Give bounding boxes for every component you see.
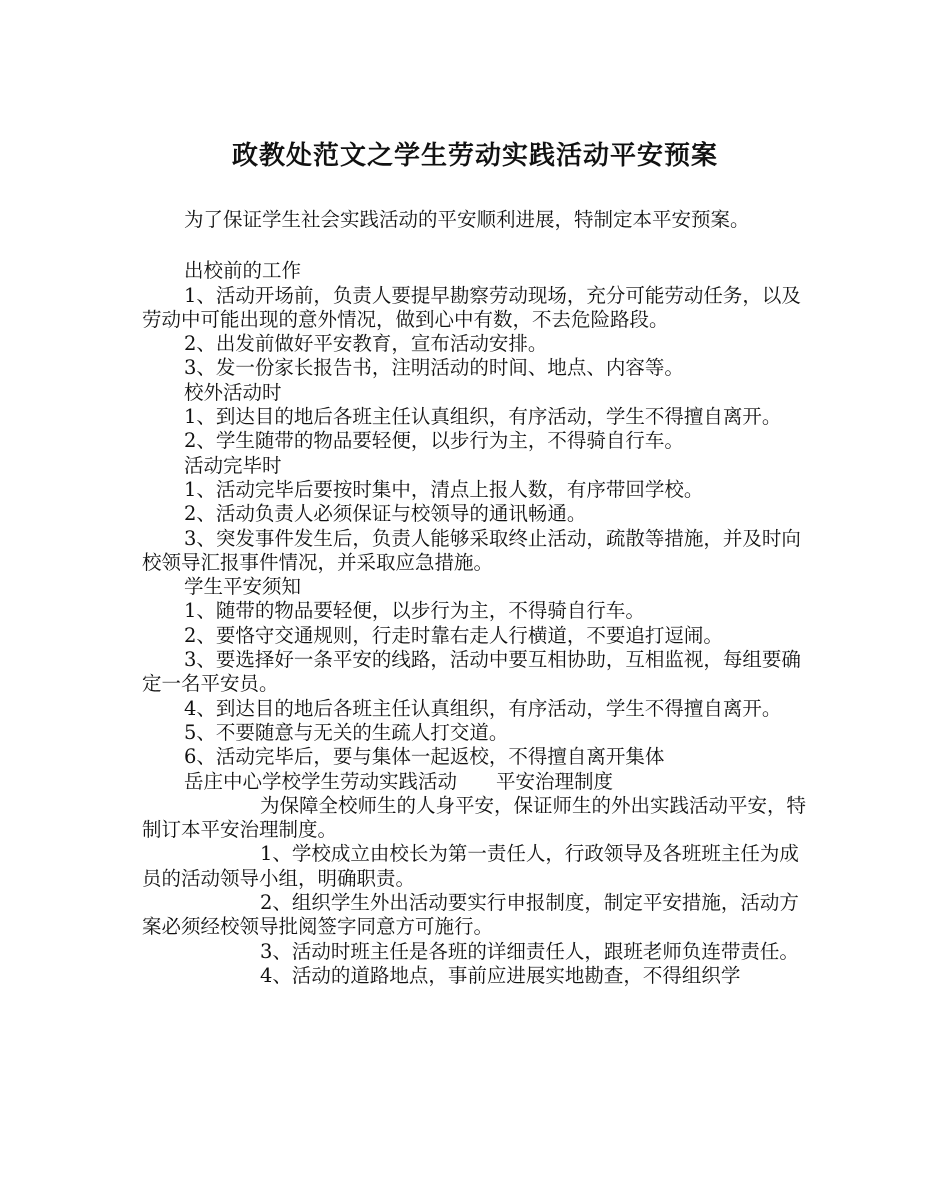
paragraph: 2、出发前做好平安教育，宣布活动安排。: [184, 332, 548, 356]
paragraph: 2、活动负责人必须保证与校领导的通讯畅通。: [184, 502, 587, 526]
section-heading: 岳庄中心学校学生劳动实践活动 平安治理制度: [184, 769, 614, 793]
section-heading: 校外活动时: [184, 380, 282, 404]
paragraph: 6、活动完毕后，要与集体一起返校，不得擅自离开集体: [184, 745, 665, 769]
section-heading: 学生平安须知: [184, 575, 302, 599]
paragraph: 为保障全校师生的人身平安，保证师生的外出实践活动平安，特制订本平安治理制度。: [142, 793, 807, 842]
section-heading: 出校前的工作: [184, 259, 302, 283]
paragraph: 3、发一份家长报告书，注明活动的时间、地点、内容等。: [184, 356, 684, 380]
paragraph: 1、活动完毕后要按时集中，清点上报人数，有序带回学校。: [184, 477, 704, 501]
paragraph: 1、学校成立由校长为第一责任人，行政领导及各班班主任为成员的活动领导小组，明确职责。: [142, 842, 799, 890]
paragraph: 3、要选择好一条平安的线路，活动中要互相协助，互相监视，每组要确定一名平安员。: [142, 648, 801, 696]
paragraph: 1、活动开场前，负责人要提早勘察劳动现场，充分可能劳动任务，以及劳动中可能出现的意外情况，做到心中有数，不去危险路段。: [142, 283, 801, 331]
intro-paragraph: 为了保证学生社会实践活动的平安顺利进展，特制定本平安预案。: [184, 208, 750, 231]
document-title: 政教处范文之学生劳动实践活动平安预案: [231, 141, 718, 171]
paragraph: 2、学生随带的物品要轻便，以步行为主，不得骑自行车。: [184, 429, 684, 453]
paragraph: 3、活动时班主任是各班的详细责任人，跟班老师负连带责任。: [260, 939, 799, 963]
paragraph: 2、组织学生外出活动要实行申报制度，制定平安措施，活动方案必须经校领导批阅签字同意方可施行。: [142, 891, 799, 939]
section-heading: 活动完毕时: [184, 453, 282, 477]
paragraph: 1、到达目的地后各班主任认真组织，有序活动，学生不得擅自离开。: [184, 405, 782, 429]
paragraph: 3、突发事件发生后，负责人能够采取终止活动，疏散等措施，并及时向校领导汇报事件情况，并采取应急措施。: [142, 526, 801, 574]
paragraph: 5、不要随意与无关的生疏人打交道。: [184, 720, 509, 744]
paragraph: 2、要恪守交通规则，行走时靠右走人行横道，不要追打逗闹。: [184, 623, 723, 647]
paragraph: 1、随带的物品要轻便，以步行为主，不得骑自行车。: [184, 599, 645, 623]
paragraph: 4、活动的道路地点，事前应进展实地勘查，不得组织学: [260, 963, 741, 987]
paragraph: 4、到达目的地后各班主任认真组织，有序活动，学生不得擅自离开。: [184, 696, 782, 720]
document-body: [142, 208, 812, 988]
